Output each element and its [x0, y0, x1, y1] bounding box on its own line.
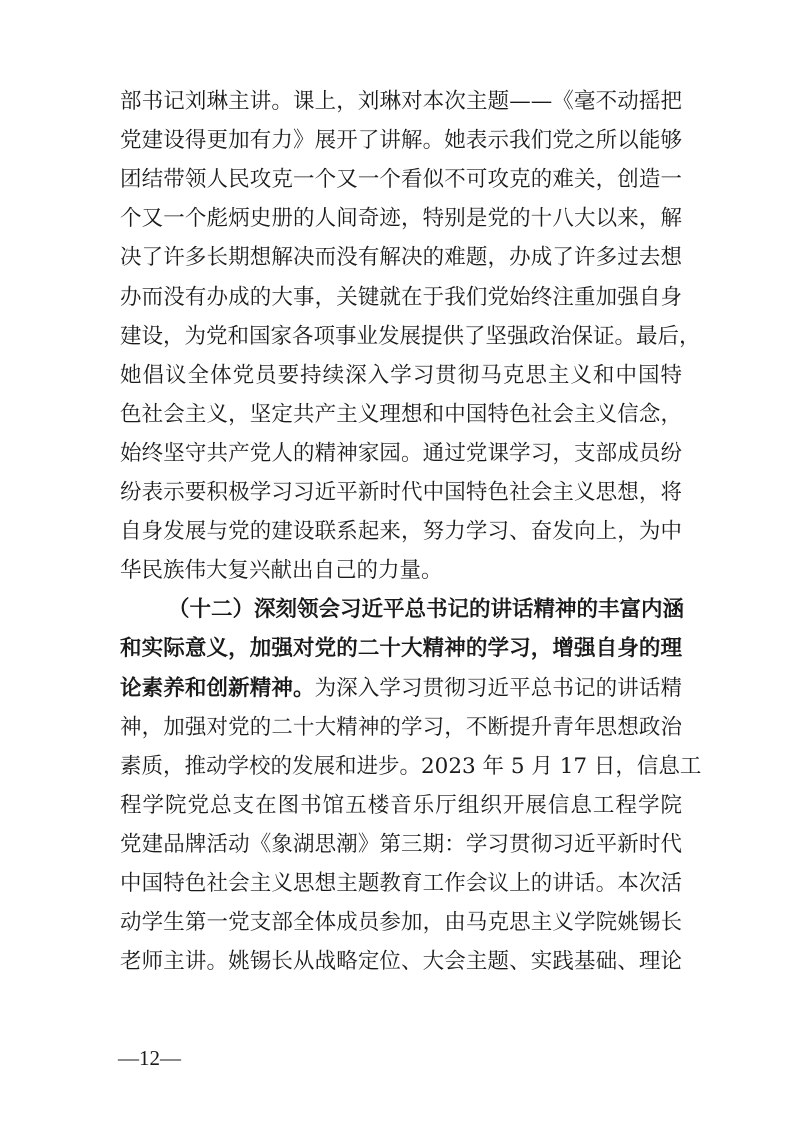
- text-line: 部书记刘琳主讲。课上，刘琳对本次主题——《毫不动摇把: [120, 89, 682, 114]
- text-line: 色社会主义，坚定共产主义理想和中国特色社会主义信念，: [120, 401, 682, 427]
- section-heading-line: 和实际意义，加强对党的二十大精神的学习，增强自身的理: [120, 636, 682, 662]
- text-line: 个又一个彪炳史册的人间奇迹，特别是党的十八大以来，解: [120, 206, 682, 232]
- text-line: 素质，推动学校的发展和进步。2023 年 5 月 17 日，信息工: [120, 753, 702, 779]
- section-heading-line: （十二）深刻领会习近平总书记的讲话精神的丰富内涵: [168, 597, 685, 623]
- section-heading-end: 论素养和创新精神。: [120, 675, 315, 701]
- text-line: 办而没有办成的大事，关键就在于我们党始终注重加强自身: [120, 284, 682, 310]
- text-line: 建设，为党和国家各项事业发展提供了坚强政治保证。最后，: [120, 323, 701, 349]
- mixed-heading-line: [120, 675, 682, 703]
- text-line: 动学生第一党支部全体成员参加，由马克思主义学院姚锡长: [120, 910, 682, 936]
- text-line: 党建设得更加有力》展开了讲解。她表示我们党之所以能够: [120, 128, 682, 154]
- text-line: 党建品牌活动《象湖思潮》第三期：学习贯彻习近平新时代: [120, 831, 682, 857]
- text-line: 自身发展与党的建设联系起来，努力学习、奋发向上，为中: [120, 519, 682, 545]
- text-line: 始终坚守共产党人的精神家园。通过党课学习，支部成员纷: [120, 440, 682, 466]
- text-line: 老师主讲。姚锡长从战略定位、大会主题、实践基础、理论: [120, 949, 682, 975]
- text-line: 华民族伟大复兴献出自己的力量。: [120, 558, 443, 584]
- text-line: 她倡议全体党员要持续深入学习贯彻马克思主义和中国特: [120, 362, 682, 388]
- text-line: 团结带领人民攻克一个又一个看似不可攻克的难关，创造一: [120, 167, 682, 193]
- paragraph-start: 为深入学习贯彻习近平总书记的讲话精: [314, 675, 682, 701]
- text-line: 纷表示要积极学习习近平新时代中国特色社会主义思想，将: [120, 480, 682, 505]
- text-line: 神，加强对党的二十大精神的学习，不断提升青年思想政治: [120, 714, 682, 740]
- text-line: 程学院党总支在图书馆五楼音乐厅组织开展信息工程学院: [120, 792, 682, 818]
- text-line: 决了许多长期想解决而没有解决的难题，办成了许多过去想: [120, 245, 682, 271]
- page-number: —12—: [118, 1046, 181, 1070]
- text-line: 中国特色社会主义思想主题教育工作会议上的讲话。本次活: [120, 871, 682, 896]
